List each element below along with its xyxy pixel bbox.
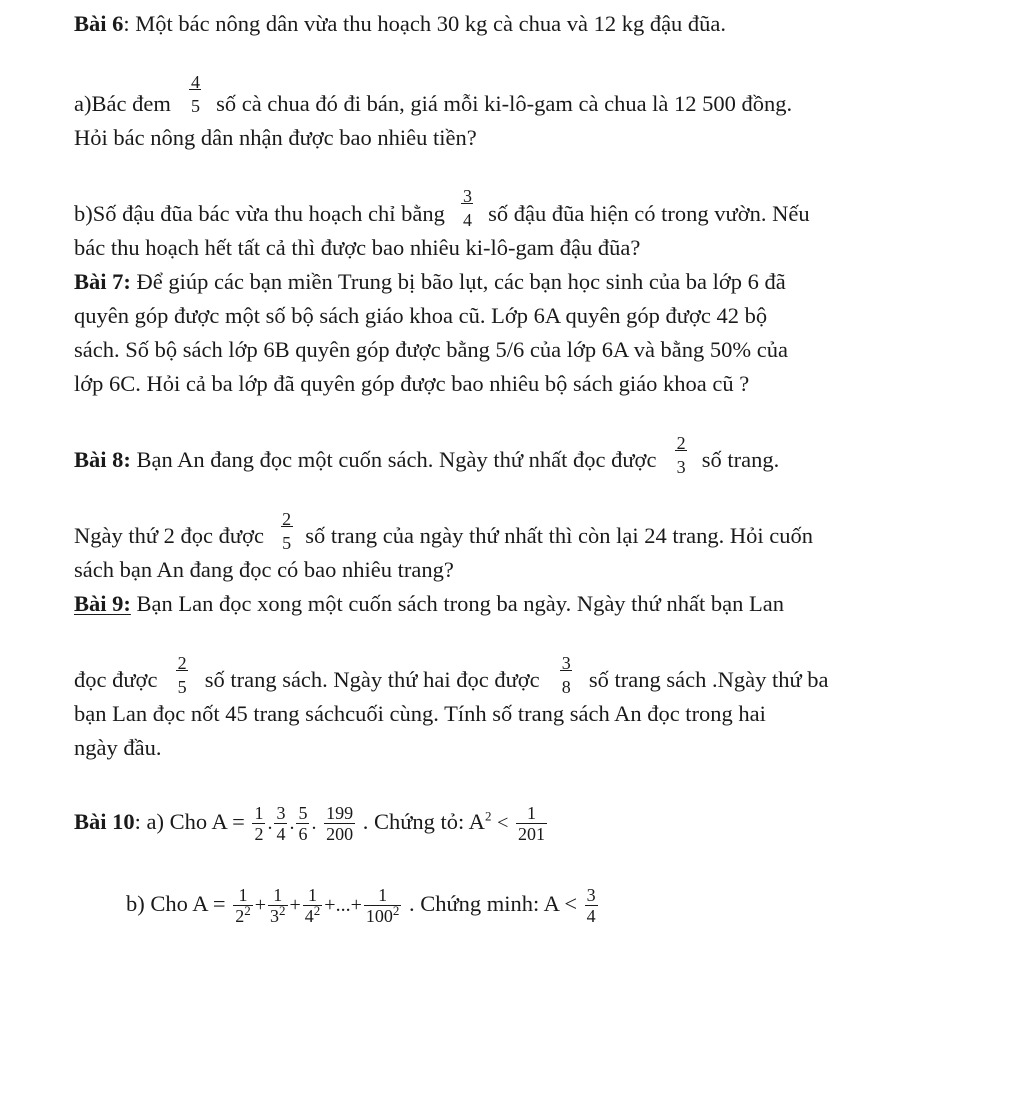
bai8-label: Bài 8:: [74, 447, 131, 472]
plus-sign: +: [289, 894, 301, 916]
fraction-numerator: 4: [190, 72, 200, 92]
fraction-denominator: 3: [676, 457, 686, 477]
bai10-a-line: [74, 792, 996, 852]
bai7-label: Bài 7:: [74, 269, 131, 294]
less-than-sign: <: [497, 812, 509, 834]
ellipsis: ...: [335, 894, 351, 916]
bai10-label: Bài 10: [74, 809, 135, 834]
fraction-numerator: 1: [516, 803, 547, 824]
fraction-denominator: 2: [254, 824, 264, 845]
fraction-numerator: 5: [298, 803, 308, 824]
fraction-denominator: 6: [298, 824, 308, 845]
fraction-numerator: 3: [462, 186, 472, 206]
bai10-b-rhs: [585, 885, 598, 926]
fraction-denominator: 4: [462, 210, 472, 230]
base: 3: [270, 906, 279, 927]
bai8-line3: sách bạn An đang đọc có bao nhiêu trang?: [74, 557, 454, 582]
bai6-intro-line: [74, 8, 996, 40]
bai10-b-term-3: [303, 885, 323, 926]
fraction-numerator: 1: [268, 885, 288, 906]
fraction-numerator: 3: [561, 653, 571, 673]
bai9-line2: [74, 653, 996, 697]
bai9-line2-suffix: số trang sách .Ngày thứ ba: [588, 667, 829, 692]
exponent: 2: [392, 903, 400, 919]
bai9-text1: Bạn Lan đọc xong một cuốn sách trong ba ngày. Ngày thứ nhất bạn Lan: [130, 591, 784, 616]
fraction-denominator: 4: [276, 824, 286, 845]
plus-sign: +: [254, 894, 266, 916]
bai7-line1: [74, 266, 996, 298]
bai7-line3: sách. Số bộ sách lớp 6B quyên góp được bằng 5/6 của lớp 6A và bằng 50% của: [74, 337, 789, 362]
fraction-denominator: 200: [326, 824, 354, 845]
bai9-line2-prefix: đọc được: [74, 667, 158, 692]
bai6-b-suffix: số đậu đũa hiện có trong vườn. Nếu: [488, 201, 810, 226]
fraction-numerator: 2: [676, 433, 686, 453]
bai10-a-frac-2: [274, 803, 287, 844]
bai6-a-suffix: số cà chua đó đi bán, giá mỗi ki-lô-gam cà chua là 12 500 đồng.: [216, 91, 793, 116]
bai10-b-term-1: [233, 885, 253, 926]
plus-sign: +: [324, 894, 336, 916]
bai8-text1: Bạn An đang đọc một cuốn sách. Ngày thứ nhất đọc được: [130, 447, 657, 472]
bai6-a-line: [74, 72, 996, 120]
bai6-b-line: [74, 186, 996, 230]
bai10-b-claim: . Chứng minh: A <: [408, 891, 578, 916]
plus-sign: +: [350, 894, 362, 916]
bai9-label: Bài 9:: [74, 591, 131, 616]
bai10-b-line: [126, 874, 996, 934]
base: 4: [304, 906, 314, 927]
bai6-b-line2: bác thu hoạch hết tất cả thì được bao nhiêu ki-lô-gam đậu đũa?: [74, 235, 641, 260]
bai10-a-frac-1: [252, 803, 265, 844]
bai10-a-frac-3: [296, 803, 309, 844]
bai10-a-frac-4: [324, 803, 355, 844]
bai7-line2: quyên góp được một số bộ sách giáo khoa cũ. Lớp 6A quyên góp được 42 bộ: [74, 303, 768, 328]
fraction-numerator: 1: [364, 885, 402, 906]
exponent: 2: [313, 903, 321, 919]
fraction-denominator: [268, 903, 288, 927]
exponent: 2: [244, 903, 251, 919]
fraction-numerator: 3: [586, 885, 596, 906]
bai10-a-rhs: [516, 803, 547, 844]
bai8-line2-prefix: Ngày thứ 2 đọc được: [74, 523, 264, 548]
bai10-a-prefix: : a) Cho A =: [134, 809, 245, 834]
fraction-numerator: 1: [303, 885, 323, 906]
bai10-b-term-2: [268, 885, 288, 926]
bai8-line2-suffix: số trang của ngày thứ nhất thì còn lại 24 trang. Hỏi cuốn: [305, 523, 813, 548]
bai10-b-term-4: [364, 885, 402, 926]
multiply-dot: .: [267, 812, 273, 834]
bai6-intro: : Một bác nông dân vừa thu hoạch 30 kg cà chua và 12 kg đậu đũa.: [123, 11, 727, 36]
fraction-numerator: 199: [326, 803, 354, 824]
bai8-line2: [74, 509, 996, 553]
fraction-denominator: 8: [561, 677, 571, 697]
bai8-line1: [74, 433, 996, 477]
bai9-line3: bạn Lan đọc nốt 45 trang sáchcuối cùng. Tính số trang sách An đọc trong hai: [74, 701, 766, 726]
fraction-denominator: 5: [282, 533, 292, 553]
bai9-line2-mid: số trang sách. Ngày thứ hai đọc được: [204, 667, 540, 692]
fraction-numerator: 1: [233, 885, 253, 906]
bai10-a-claim: . Chứng tỏ: A: [362, 809, 485, 834]
fraction-denominator: 4: [586, 906, 596, 927]
bai6-label: Bài 6: [74, 11, 124, 36]
fraction-numerator: 2: [177, 653, 187, 673]
fraction-denominator: [303, 903, 323, 927]
base: 100: [365, 906, 393, 927]
fraction-denominator: 5: [190, 96, 200, 116]
fraction-numerator: 2: [282, 509, 292, 529]
bai7-line4: lớp 6C. Hỏi cả ba lớp đã quyên góp được bao nhiêu bộ sách giáo khoa cũ ?: [74, 371, 750, 396]
bai9-line4: ngày đầu.: [74, 735, 162, 760]
fraction-numerator: 1: [254, 803, 264, 824]
fraction-denominator: 201: [517, 824, 545, 845]
fraction-denominator: [233, 903, 253, 927]
multiply-dot: .: [289, 812, 295, 834]
exponent: 2: [279, 903, 286, 919]
bai6-b-prefix: b)Số đậu đũa bác vừa thu hoạch chỉ bằng: [74, 201, 445, 226]
exponent: 2: [484, 808, 492, 824]
bai8-line1-suffix: số trang.: [701, 447, 780, 472]
fraction-numerator: 3: [276, 803, 286, 824]
bai10-b-prefix: b) Cho A =: [126, 891, 226, 916]
bai6-a-line2: Hỏi bác nông dân nhận được bao nhiêu tiền?: [74, 125, 477, 150]
fraction-denominator: 5: [177, 677, 187, 697]
base: 2: [235, 906, 245, 927]
fraction-denominator: [364, 903, 402, 927]
bai6-a-prefix: a)Bác đem: [74, 91, 171, 116]
multiply-dot: .: [311, 812, 317, 834]
bai7-text1: Để giúp các bạn miền Trung bị bão lụt, các bạn học sinh của ba lớp 6 đã: [130, 269, 786, 294]
bai9-line1: [74, 588, 996, 620]
